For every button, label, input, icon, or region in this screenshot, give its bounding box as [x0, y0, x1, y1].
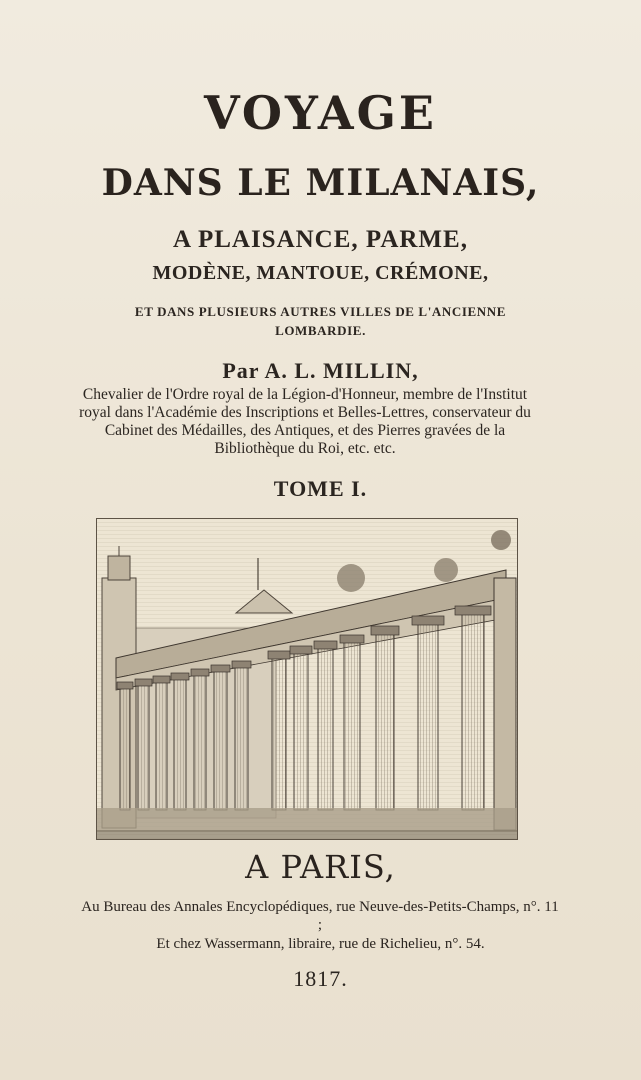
- main-title-line-2: DANS LE MILANAIS,: [101, 162, 540, 204]
- imprint-city: A PARIS,: [245, 848, 396, 886]
- author-name: Par A. L. MILLIN,: [222, 358, 419, 383]
- subtitle-line-1: A PLAISANCE, PARME,: [173, 226, 468, 253]
- subtitle-line-3a: ET DANS PLUSIEURS AUTRES VILLES DE L'ANCIENNE: [134, 304, 507, 319]
- author-description: Chevalier de l'Ordre royal de la Légion-d'Honneur, membre de l'Institut royal dans l'Académie des Inscriptions et Belles-Lettres, conservateur du Cabinet des Médailles, des Antiques, et des Pierres gravées de la Bibliothèque du Roi, etc. etc.: [79, 386, 531, 457]
- publisher-address-1: Au Bureau des Annales Encyclopédiques, rue Neuve-des-Petits-Champs, n°. 11 ;: [81, 899, 559, 933]
- subtitle-line-3: [0, 302, 641, 340]
- subtitle-line-2: MODÈNE, MANTOUE, CRÉMONE,: [152, 262, 489, 284]
- publisher-address-2: Et chez Wassermann, libraire, rue de Richelieu, n°. 54.: [156, 936, 485, 952]
- volume-label: TOME I.: [273, 476, 368, 501]
- publication-year: 1817.: [293, 966, 348, 991]
- main-title: VOYAGE: [204, 86, 437, 140]
- subtitle-line-3b: LOMBARDIE.: [275, 323, 366, 338]
- engraving-colonnade: [96, 518, 518, 840]
